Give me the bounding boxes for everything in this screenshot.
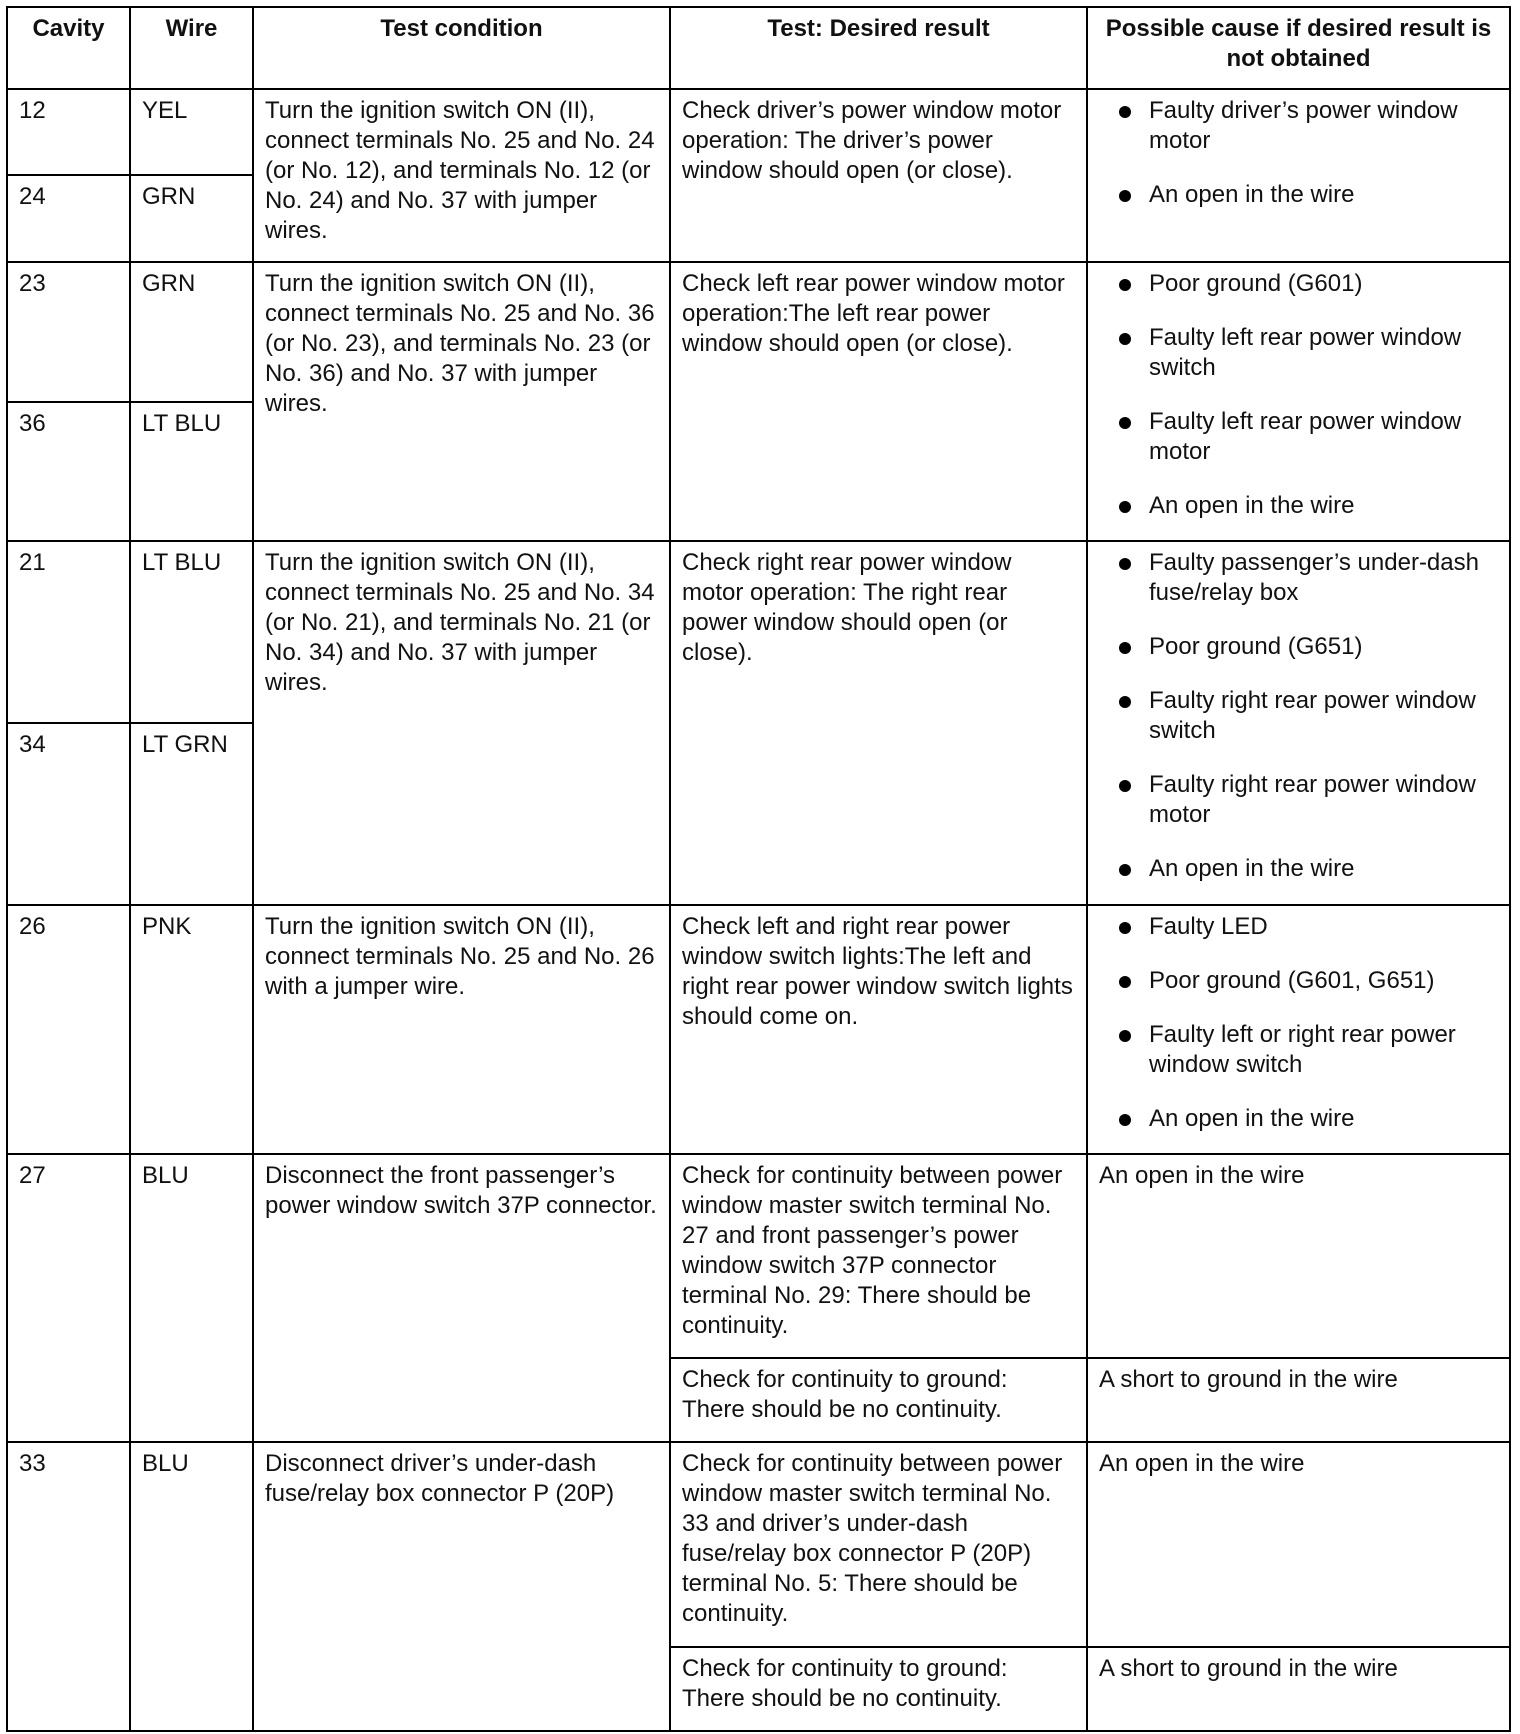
cause-item: An open in the wire: [1099, 180, 1498, 210]
desired-result-cell: Check left and right rear power window switch lights:The left and right rear power window switch lights should come on.: [670, 905, 1087, 1154]
table-row: [7, 262, 1510, 402]
cavity-cell: 34: [7, 723, 130, 905]
desired-result-cell: Check for continuity to ground: There should be no continuity.: [670, 1647, 1087, 1731]
header-row: [7, 7, 1510, 89]
possible-cause-cell: [1087, 541, 1510, 905]
header-desired-result: Test: Desired result: [670, 7, 1087, 89]
header-wire: Wire: [130, 7, 253, 89]
desired-result-cell: Check for continuity between power window master switch terminal No. 27 and front passenger’s power window switch 37P connector terminal No. 29: There should be continuity.: [670, 1154, 1087, 1358]
cause-item: Poor ground (G601, G651): [1099, 966, 1498, 996]
cavity-cell: 26: [7, 905, 130, 1154]
possible-cause-cell: A short to ground in the wire: [1087, 1647, 1510, 1731]
cause-item: Faulty right rear power window motor: [1099, 770, 1498, 830]
cause-item: Faulty right rear power window switch: [1099, 686, 1498, 746]
wire-cell: GRN: [130, 262, 253, 402]
test-condition-cell: Turn the ignition switch ON (II), connect terminals No. 25 and No. 26 with a jumper wire.: [253, 905, 670, 1154]
table-row: [7, 89, 1510, 175]
cavity-cell: 24: [7, 175, 130, 262]
cause-item: An open in the wire: [1099, 854, 1498, 884]
wire-cell: LT GRN: [130, 723, 253, 905]
cause-item: Faulty left or right rear power window switch: [1099, 1020, 1498, 1080]
table-row: [7, 1154, 1510, 1358]
table-row: [7, 541, 1510, 723]
table-row: [7, 905, 1510, 1154]
desired-result-cell: Check for continuity to ground: There should be no continuity.: [670, 1358, 1087, 1442]
test-condition-cell: Disconnect driver’s under-dash fuse/relay box connector P (20P): [253, 1442, 670, 1731]
wire-cell: GRN: [130, 175, 253, 262]
cause-item: Faulty left rear power window switch: [1099, 323, 1498, 383]
cavity-cell: 12: [7, 89, 130, 175]
header-cavity: Cavity: [7, 7, 130, 89]
test-condition-cell: Turn the ignition switch ON (II), connect terminals No. 25 and No. 34 (or No. 21), and terminals No. 21 (or No. 34) and No. 37 with jumper wires.: [253, 541, 670, 905]
desired-result-cell: Check driver’s power window motor operation: The driver’s power window should open (or close).: [670, 89, 1087, 262]
possible-cause-cell: [1087, 905, 1510, 1154]
cause-list: [1099, 548, 1498, 884]
cavity-cell: 27: [7, 1154, 130, 1442]
possible-cause-cell: [1087, 89, 1510, 262]
wire-cell: BLU: [130, 1154, 253, 1442]
possible-cause-cell: An open in the wire: [1087, 1442, 1510, 1647]
cause-item: An open in the wire: [1099, 1104, 1498, 1134]
desired-result-cell: Check left rear power window motor operation:The left rear power window should open (or close).: [670, 262, 1087, 541]
cause-item: Poor ground (G601): [1099, 269, 1498, 299]
cause-item: Faulty driver’s power window motor: [1099, 96, 1498, 156]
diagnostic-table: [6, 6, 1511, 1732]
cause-item: Faulty passenger’s under-dash fuse/relay box: [1099, 548, 1498, 608]
wire-cell: YEL: [130, 89, 253, 175]
cavity-cell: 23: [7, 262, 130, 402]
cause-item: Faulty LED: [1099, 912, 1498, 942]
cavity-cell: 21: [7, 541, 130, 723]
table-row: [7, 1442, 1510, 1647]
test-condition-cell: Turn the ignition switch ON (II), connect terminals No. 25 and No. 36 (or No. 23), and terminals No. 23 (or No. 36) and No. 37 with jumper wires.: [253, 262, 670, 541]
wire-cell: LT BLU: [130, 402, 253, 541]
wire-cell: BLU: [130, 1442, 253, 1731]
test-condition-cell: Turn the ignition switch ON (II), connect terminals No. 25 and No. 24 (or No. 12), and terminals No. 12 (or No. 24) and No. 37 with jumper wires.: [253, 89, 670, 262]
desired-result-cell: Check for continuity between power window master switch terminal No. 33 and driver’s under-dash fuse/relay box connector P (20P) terminal No. 5: There should be continuity.: [670, 1442, 1087, 1647]
header-possible-cause: Possible cause if desired result is not obtained: [1087, 7, 1510, 89]
cavity-cell: 33: [7, 1442, 130, 1731]
cause-list: [1099, 269, 1498, 521]
desired-result-cell: Check right rear power window motor operation: The right rear power window should open (or close).: [670, 541, 1087, 905]
cause-item: Poor ground (G651): [1099, 632, 1498, 662]
possible-cause-cell: An open in the wire: [1087, 1154, 1510, 1358]
wire-cell: LT BLU: [130, 541, 253, 723]
possible-cause-cell: [1087, 262, 1510, 541]
cause-item: Faulty left rear power window motor: [1099, 407, 1498, 467]
cause-item: An open in the wire: [1099, 491, 1498, 521]
cavity-cell: 36: [7, 402, 130, 541]
header-test-condition: Test condition: [253, 7, 670, 89]
cause-list: [1099, 96, 1498, 210]
test-condition-cell: Disconnect the front passenger’s power window switch 37P connector.: [253, 1154, 670, 1442]
wire-cell: PNK: [130, 905, 253, 1154]
cause-list: [1099, 912, 1498, 1134]
possible-cause-cell: A short to ground in the wire: [1087, 1358, 1510, 1442]
